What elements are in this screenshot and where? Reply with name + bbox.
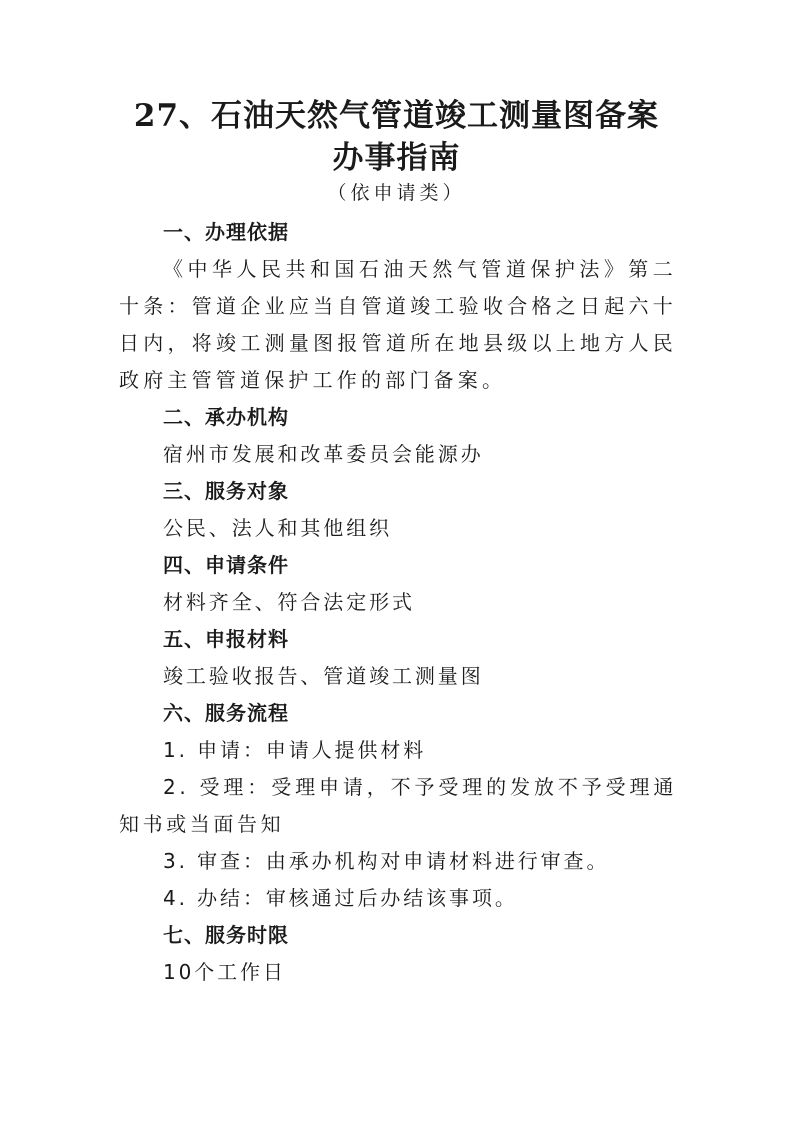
section-heading-basis: 一、办理依据 (163, 220, 289, 244)
section-heading-conditions: 四、申请条件 (163, 553, 289, 577)
document-subtitle: （依申请类） (327, 182, 466, 204)
section-heading-process: 六、服务流程 (163, 701, 289, 725)
section-text-target: 公民、法人和其他组织 (163, 516, 392, 540)
process-step-1: 1. 申请：申请人提供材料 (163, 738, 427, 762)
section-heading-agency: 二、承办机构 (163, 405, 289, 429)
process-step-3: 3. 审查：由承办机构对申请材料进行审查。 (163, 849, 610, 873)
section-heading-time-limit: 七、服务时限 (163, 923, 289, 947)
process-step-2: 2. 受理：受理申请，不予受理的发放不予受理通知书或当面告知 (119, 775, 677, 836)
section-text-basis: 《中华人民共和国石油天然气管道保护法》第二十条：管道企业应当自管道竣工验收合格之日起六十日内，将竣工测量图报管道所在地县级以上地方人民政府主管管道保护工作的部门备案。 (119, 257, 677, 392)
section-text-time-limit: 10个工作日 (163, 960, 286, 984)
section-text-agency: 宿州市发展和改革委员会能源办 (163, 442, 484, 466)
section-text-conditions: 材料齐全、符合法定形式 (163, 590, 415, 614)
document-title-line2: 办事指南 (332, 140, 461, 176)
section-text-materials: 竣工验收报告、管道竣工测量图 (163, 664, 484, 688)
process-step-4: 4. 办结：审核通过后办结该事项。 (163, 886, 518, 910)
section-heading-target: 三、服务对象 (163, 479, 289, 503)
section-heading-materials: 五、申报材料 (163, 627, 289, 651)
document-title-line1: 27、石油天然气管道竣工测量图备案 (133, 98, 660, 134)
document-body (119, 214, 677, 991)
